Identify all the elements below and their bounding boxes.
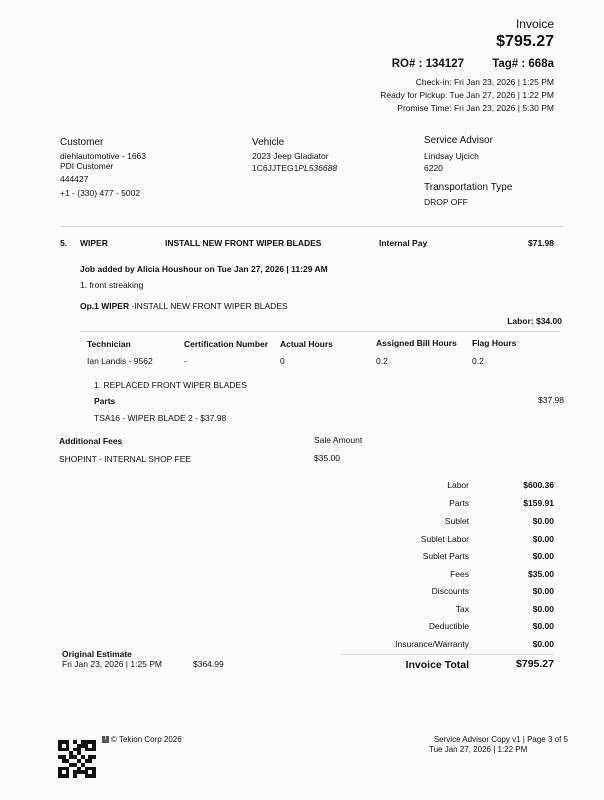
vin-suffix: PL536688 (298, 163, 338, 173)
parts-heading: Parts (94, 396, 116, 406)
summary-value-sublet-parts: $0.00 (532, 551, 554, 561)
customer-phone: +1 - (330) 477 - 5002 (60, 188, 141, 198)
ro-number: RO# : 134127 (391, 58, 464, 70)
fee-item: SHOPINT - INTERNAL SHOP FEE (59, 454, 192, 464)
divider (60, 226, 564, 227)
job-amount: $71.98 (528, 238, 554, 248)
customer-name: PDI Customer (60, 161, 114, 171)
summary-label-sublet-labor: Sublet Labor (420, 534, 469, 544)
summary-value-discounts: $0.00 (532, 586, 554, 596)
fee-amount: $35.00 (314, 453, 340, 463)
summary-value-parts: $159.91 (523, 498, 554, 508)
customer-account: diehlautomotive - 1663 (60, 151, 147, 161)
summary-label-discounts: Discounts (431, 586, 469, 596)
vin-prefix: 1C6JJTEG1 (252, 163, 299, 173)
certification-number: - (184, 356, 187, 366)
summary-label-sublet-parts: Sublet Parts (422, 551, 469, 561)
qr-code (58, 740, 96, 778)
vehicle-vin (252, 163, 337, 173)
summary-value-insurance-warranty: $0.00 (532, 639, 554, 649)
col-header-assigned-bill-hours: Assigned Bill Hours (376, 338, 457, 348)
invoice-total-value: $795.27 (516, 658, 554, 670)
parts-amount: $37.98 (538, 395, 564, 405)
col-header-technician: Technician (87, 339, 131, 349)
summary-value-sublet: $0.00 (532, 516, 554, 526)
job-concern: 1. front streaking (80, 280, 144, 290)
vehicle-heading: Vehicle (252, 137, 285, 148)
customer-number: 444427 (60, 174, 89, 184)
original-estimate-heading: Original Estimate (62, 649, 132, 659)
summary-value-labor: $600.36 (523, 480, 554, 490)
summary-label-parts: Parts (449, 498, 469, 508)
copy-page-info: Service Advisor Copy v1 | Page 3 of 5 (433, 735, 568, 744)
service-advisor-heading: Service Advisor (424, 135, 493, 146)
divider (340, 654, 554, 655)
vehicle-model: 2023 Jeep Gladiator (252, 151, 329, 161)
transportation-type-value: DROP OFF (424, 197, 468, 207)
job-number: 5. (60, 238, 68, 248)
tekion-logo-icon: T (103, 736, 108, 743)
invoice-total-header: $795.27 (496, 33, 554, 50)
transportation-type-heading: Transportation Type (424, 182, 513, 193)
job-added-by: Job added by Alicia Houshour on Tue Jan 27, 2026 | 11:29 AM (80, 264, 328, 274)
copyright-line (102, 735, 182, 744)
invoice-total-label: Invoice Total (405, 659, 469, 671)
invoice-label: Invoice (515, 17, 554, 31)
divider (80, 331, 560, 332)
copyright-text: © Tekion Corp 2026 (111, 735, 182, 744)
summary-label-fees: Fees (450, 569, 469, 579)
ready-for-pickup-time: Ready for Pickup: Tue Jan 27, 2026 | 1:22 PM (380, 90, 554, 100)
operation-title: Op.1 WIPER (80, 301, 130, 311)
summary-label-sublet: Sublet (444, 516, 469, 526)
col-header-certification: Certification Number (184, 339, 269, 349)
job-pay-type: Internal Pay (379, 238, 428, 248)
check-in-time: Check-in: Fri Jan 23, 2026 | 1:25 PM (415, 77, 554, 87)
summary-value-fees: $35.00 (528, 569, 554, 579)
tag-number: Tag# : 668a (492, 58, 554, 70)
summary-label-deductible: Deductible (428, 621, 469, 631)
summary-value-deductible: $0.00 (532, 621, 554, 631)
promise-time: Promise Time: Fri Jan 23, 2026 | 5:30 PM (397, 103, 554, 113)
operation-line (80, 301, 288, 311)
actual-hours: 0 (280, 356, 285, 366)
summary-label-labor: Labor (447, 480, 469, 490)
correction-note: 1. REPLACED FRONT WIPER BLADES (94, 380, 247, 390)
assigned-bill-hours: 0.2 (376, 356, 388, 366)
summary-value-tax: $0.00 (532, 604, 554, 614)
summary-label-tax: Tax (455, 604, 469, 614)
additional-fees-heading: Additional Fees (59, 436, 123, 446)
customer-heading: Customer (60, 137, 104, 148)
service-advisor-name: Lindsay Ujcich (424, 151, 479, 161)
technician-name: Ian Landis - 9562 (87, 356, 153, 366)
job-code: WIPER (80, 238, 108, 248)
summary-value-sublet-labor: $0.00 (532, 534, 554, 544)
flag-hours: 0.2 (472, 356, 484, 366)
original-estimate-amount: $364.99 (193, 659, 224, 669)
labor-amount: Labor: $34.00 (507, 316, 562, 326)
job-title: INSTALL NEW FRONT WIPER BLADES (165, 238, 322, 248)
part-line: TSA16 - WIPER BLADE 2 - $37.98 (94, 413, 227, 423)
sale-amount-heading: Sale Amount (314, 435, 363, 445)
original-estimate-date: Fri Jan 23, 2026 | 1:25 PM (62, 659, 163, 669)
col-header-flag-hours: Flag Hours (472, 338, 517, 348)
col-header-actual-hours: Actual Hours (280, 339, 333, 349)
operation-description: -INSTALL NEW FRONT WIPER BLADES (129, 301, 288, 311)
service-advisor-id: 6220 (424, 163, 443, 173)
summary-label-insurance-warranty: Insurance/Warranty (395, 639, 469, 649)
printed-timestamp: Tue Jan 27, 2026 | 1:22 PM (429, 745, 528, 754)
